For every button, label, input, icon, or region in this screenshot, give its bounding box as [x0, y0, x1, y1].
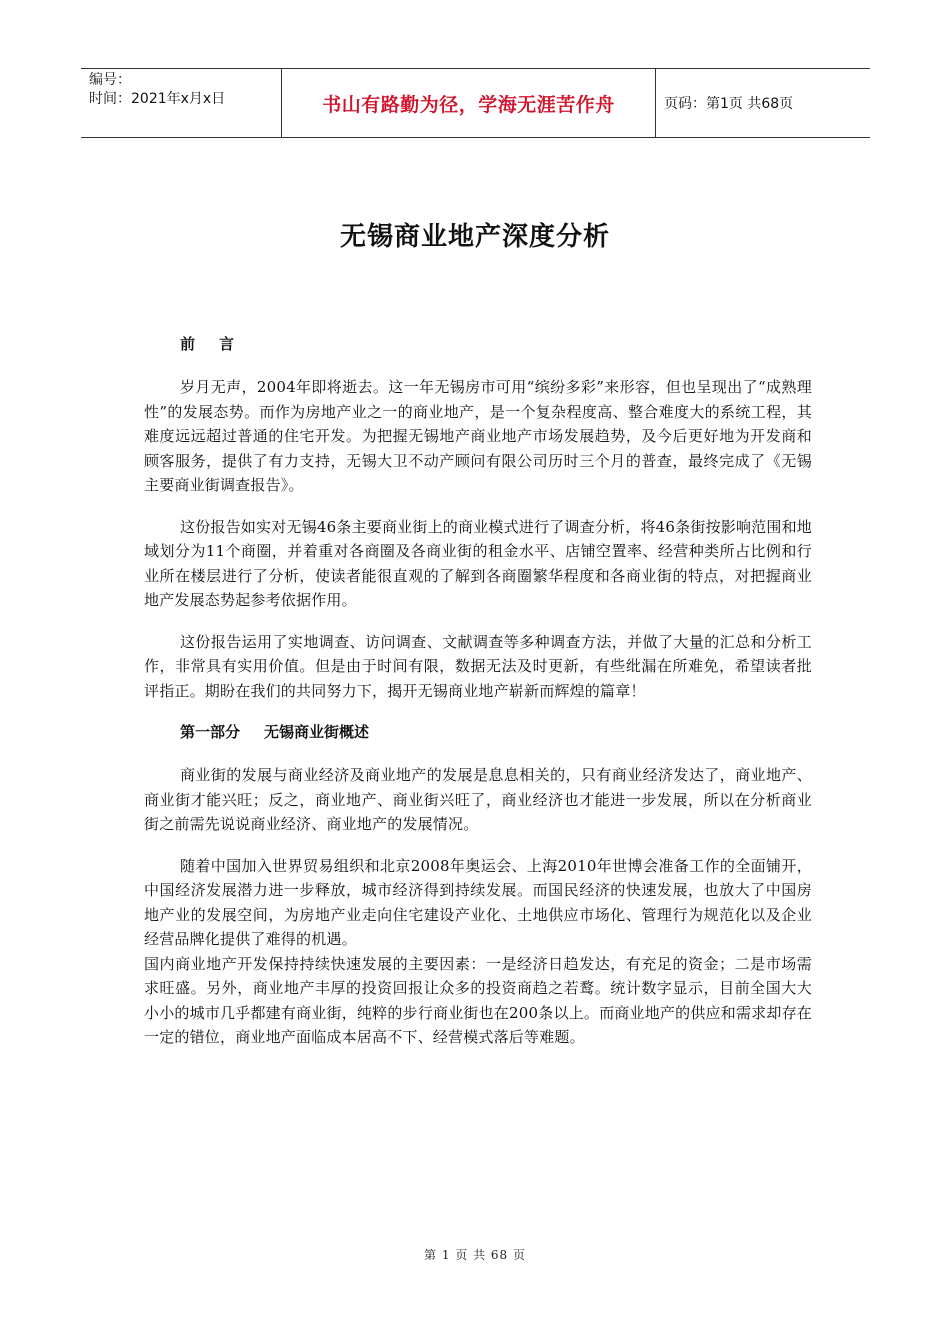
preface-heading: [180, 332, 812, 356]
part1-heading-number: 第一部分: [180, 723, 241, 741]
header-meta-cell: [81, 69, 282, 137]
header-page-info: 页码：第1页 共68页: [664, 96, 794, 112]
document-number-label: 编号：: [89, 72, 131, 88]
header-page-cell: [656, 69, 870, 137]
part1-heading-title: 无锡商业街概述: [264, 723, 370, 741]
header-motto-cell: [282, 69, 656, 137]
document-time-label: 时间：2021年x月x日: [89, 91, 226, 107]
part1-paragraph: 随着中国加入世界贸易组织和北京2008年奥运会、上海2010年世博会准备工作的全面铺开，中国经济发展潜力进一步释放，城市经济得到持续发展。而国民经济的快速发展，也放大了中国房地产业的发展空间，为房地产业走向住宅建设产业化、土地供应市场化、管理行为规范化以及企业经营品牌化提供了难得的机遇。: [144, 856, 812, 948]
document-header: [81, 68, 870, 138]
part1-paragraph: 商业街的发展与商业经济及商业地产的发展是息息相关的，只有商业经济发达了，商业地产、商业街才能兴旺；反之，商业地产、商业街兴旺了，商业经济也才能进一步发展，所以在分析商业街之前需先说说商业经济、商业地产的发展情况。: [144, 766, 812, 833]
preface-heading-char-2: 言: [219, 335, 235, 353]
preface-paragraph: 这份报告运用了实地调查、访问调查、文献调查等多种调查方法，并做了大量的汇总和分析工作，非常具有实用价值。但是由于时间有限，数据无法及时更新，有些纰漏在所难免，希望读者批评指正。期盼在我们的共同努力下，揭开无锡商业地产崭新而辉煌的篇章！: [144, 632, 812, 700]
preface-paragraph: 岁月无声，2004年即将逝去。这一年无锡房市可用“缤纷多彩”来形容，但也呈现出了“成熟理性”的发展态势。而作为房地产业之一的商业地产，是一个复杂程度高、整合难度大的系统工程，其难度远远超过普通的住宅开发。为把握无锡地产商业地产市场发展趋势，及今后更好地为开发商和顾客服务，提供了有力支持，无锡大卫不动产顾问有限公司历时三个月的普查，最终完成了《无锡主要商业街调查报告》。: [144, 378, 812, 494]
preface-heading-char-1: 前: [180, 335, 196, 353]
part1-heading: [180, 720, 812, 744]
preface-paragraph: 这份报告如实对无锡46条主要商业街上的商业模式进行了调查分析，将46条街按影响范围和地域划分为11个商圈，并着重对各商圈及各商业街的租金水平、店铺空置率、经营种类所占比例和行业所在楼层进行了分析，使读者能很直观的了解到各商圈繁华程度和各商业街的特点，对把握商业地产发展态势起参考依据作用。: [144, 517, 812, 609]
document-body: [144, 332, 812, 1067]
document-title: 无锡商业地产深度分析: [339, 222, 610, 252]
header-motto: 书山有路勤为径，学海无涯苦作舟: [322, 93, 615, 116]
part1-paragraph: 国内商业地产开发保持持续快速发展的主要因素：一是经济日趋发达，有充足的资金；二是市场需求旺盛。另外，商业地产丰厚的投资回报让众多的投资商趋之若鹜。统计数字显示，目前全国大大小小的城市几乎都建有商业街，纯粹的步行商业街也在200条以上。而商业地产的供应和需求却存在一定的错位，商业地产面临成本居高不下、经营模式落后等难题。: [144, 954, 812, 1046]
page-footer: 第 1 页 共 68 页: [424, 1248, 526, 1262]
